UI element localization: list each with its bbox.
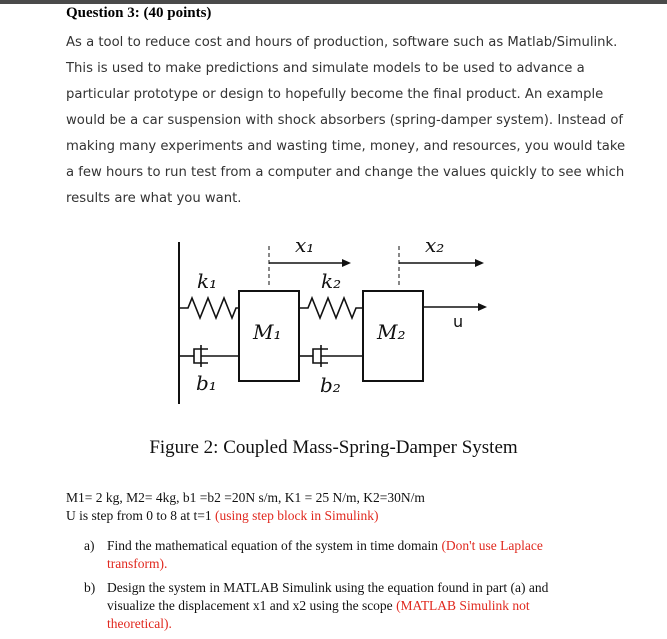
damper-b1	[179, 345, 239, 367]
part-text: Find the mathematical equation of the system in time domain	[107, 538, 442, 553]
part-text: visualize the displacement x1 and x2 using the scope	[107, 598, 397, 613]
question-title: Question 3: (40 points)	[66, 5, 212, 21]
intro-line: would be a car suspension with shock absorbers (spring-damper system). Instead of	[66, 113, 624, 128]
label-k2: k₂	[321, 269, 342, 293]
u-arrowhead	[478, 303, 487, 311]
label-b1: b₁	[196, 371, 217, 395]
part-line	[107, 537, 584, 555]
intro-line: As a tool to reduce cost and hours of production, software such as Matlab/Simulink.	[66, 35, 618, 50]
part-note: (MATLAB Simulink not	[396, 598, 530, 613]
label-k1: k₁	[197, 269, 218, 293]
label-x2: x₂	[425, 233, 445, 257]
params-note: (using step block in Simulink)	[214, 508, 379, 523]
x1-arrowhead	[342, 259, 351, 267]
part-label: a)	[84, 538, 95, 553]
label-m2: M₂	[377, 320, 406, 344]
figure-caption: Figure 2: Coupled Mass-Spring-Damper System	[149, 437, 518, 458]
part-line	[107, 597, 584, 615]
params-line-1: M1= 2 kg, M2= 4kg, b1 =b2 =20N s/m, K1 = 25 N/m, K2=30N/m	[66, 490, 425, 505]
spring-k2	[299, 298, 363, 318]
part-note: transform).	[107, 556, 168, 571]
part-a	[84, 537, 584, 573]
parameters	[66, 489, 425, 525]
params-line-2	[66, 507, 425, 525]
intro-line: results are what you want.	[66, 191, 242, 206]
part-label: b)	[84, 580, 96, 595]
part-line	[107, 615, 584, 633]
question-parts	[84, 537, 584, 639]
label-b2: b₂	[320, 373, 341, 397]
part-line	[107, 579, 584, 597]
label-x1: x₁	[295, 233, 315, 257]
intro-line: This is used to make predictions and simulate models to be used to advance a	[66, 61, 585, 76]
intro-line: particular prototype or design to hopefully become the final product. An example	[66, 87, 604, 102]
intro-line: making many experiments and wasting time, money, and resources, you would take	[66, 139, 626, 154]
damper-b2	[299, 345, 363, 367]
part-b	[84, 579, 584, 633]
part-note: theoretical).	[107, 616, 172, 631]
label-u: u	[453, 312, 464, 331]
label-m1: M₁	[253, 320, 282, 344]
spring-k1	[179, 298, 239, 318]
part-line	[107, 555, 584, 573]
intro-line: a few hours to run test from a computer and change the values quickly to see which	[66, 165, 625, 180]
params-input-text: U is step from 0 to 8 at t=1	[66, 508, 215, 523]
part-text: Design the system in MATLAB Simulink using the equation found in part (a) and	[107, 580, 549, 595]
x2-arrowhead	[475, 259, 484, 267]
part-note: (Don't use Laplace	[441, 538, 543, 553]
